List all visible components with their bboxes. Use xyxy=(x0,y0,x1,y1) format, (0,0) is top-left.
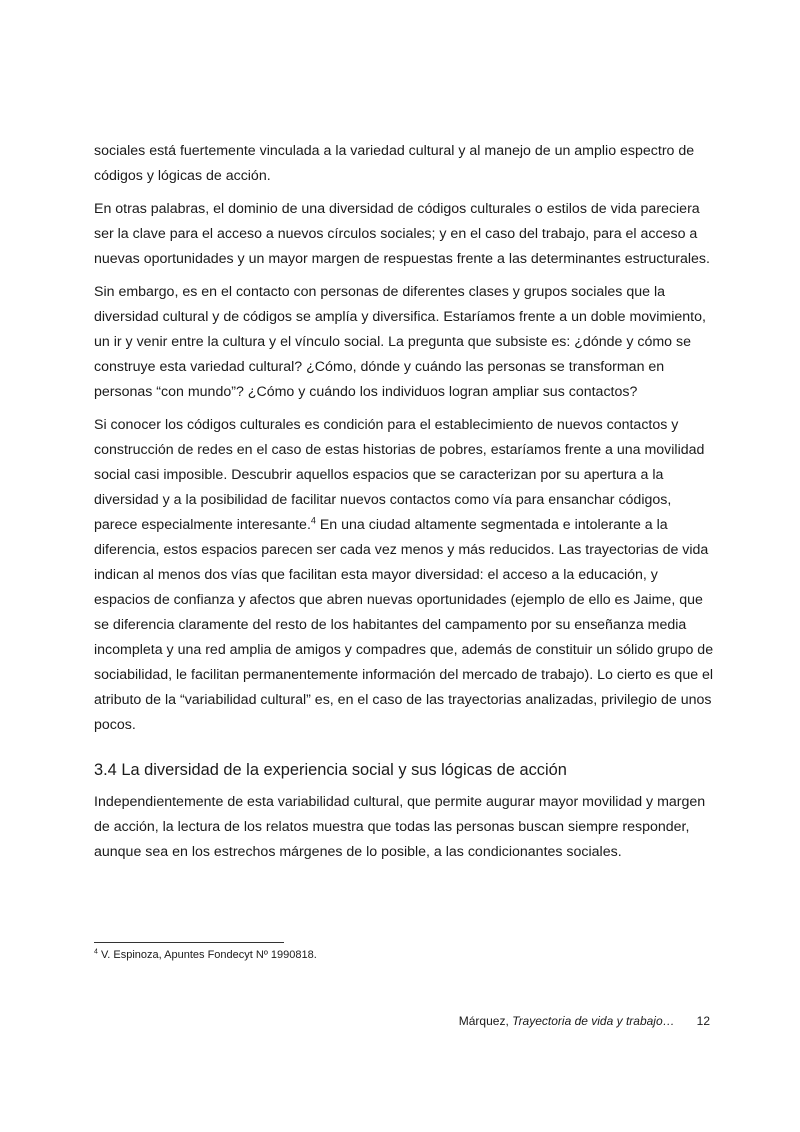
paragraph-4-text-end: En una ciudad altamente segmentada e intolerante a la diferencia, estos espacios parecen ser cada vez menos y más reducidos. Las trayectorias de vida indican al menos dos vías que facilitan esta mayor diversidad: el acceso a la educación, y espacios de confianza y afectos que abren nuevas oportunidades (ejemplo de ello es Jaime, que se diferencia claramente del resto de los habitantes del campamento por su enseñanza media incompleta y una red amplia de amigos y compadres que, además de constituir un sólido grupo de sociabilidad, le facilitan permanentemente información del mercado de trabajo). Lo cierto es que el atributo de la “variabilidad cultural” es, en el caso de las trayectorias analizadas, privilegio de unos pocos. xyxy=(94,517,714,733)
footnote-divider xyxy=(94,942,284,943)
footnote-number: 4 xyxy=(94,948,98,956)
footnote-text: V. Espinoza, Apuntes Fondecyt Nº 1990818. xyxy=(97,949,317,961)
page-footer xyxy=(94,1012,710,1030)
paragraph-3: Sin embargo, es en el contacto con personas de diferentes clases y grupos sociales que la diversidad cultural y de códigos se amplía y diversifica. Estaríamos frente a un doble movimiento, un ir y venir entre la cultura y el vínculo social. La pregunta que subsiste es: ¿dónde y cómo se construye esta variedad cultural? ¿Cómo, dónde y cuándo las personas se transforman en personas “con mundo”? ¿Cómo y cuándo los individuos logran ampliar sus contactos? xyxy=(94,284,706,400)
footnote-reference: 4 xyxy=(310,515,316,526)
footer-title: Trayectoria de vida y trabajo… xyxy=(512,1014,675,1028)
page-number: 12 xyxy=(696,1014,710,1028)
paragraph-4 xyxy=(94,413,714,738)
paragraph-1: sociales está fuertemente vinculada a la variedad cultural y al manejo de un amplio espectro de códigos y lógicas de acción. xyxy=(94,143,695,184)
section-heading: 3.4 La diversidad de la experiencia social y sus lógicas de acción xyxy=(94,761,567,779)
paragraph-2: En otras palabras, el dominio de una diversidad de códigos culturales o estilos de vida pareciera ser la clave para el acceso a nuevos círculos sociales; y en el caso del trabajo, para el acceso a nuevas oportunidades y un mayor margen de respuestas frente a las determinantes estructurales. xyxy=(94,201,710,267)
footer-author: Márquez, xyxy=(458,1014,513,1028)
paragraph-4-text-start: Si conocer los códigos culturales es condición para el establecimiento de nuevos contactos y construcción de redes en el caso de estas historias de pobres, estaríamos frente a una movilidad social casi imposible. Descubrir aquellos espacios que se caracterizan por su apertura a la diversidad y a la posibilidad de facilitar nuevos contactos como vía para ensanchar códigos, parece especialmente interesante. xyxy=(94,417,705,533)
footnote xyxy=(94,947,317,963)
document-body xyxy=(94,139,714,873)
section-paragraph: Independientemente de esta variabilidad cultural, que permite augurar mayor movilidad y margen de acción, la lectura de los relatos muestra que todas las personas buscan siempre responder, aunque sea en los estrechos márgenes de lo posible, a las condicionantes sociales. xyxy=(94,794,706,860)
